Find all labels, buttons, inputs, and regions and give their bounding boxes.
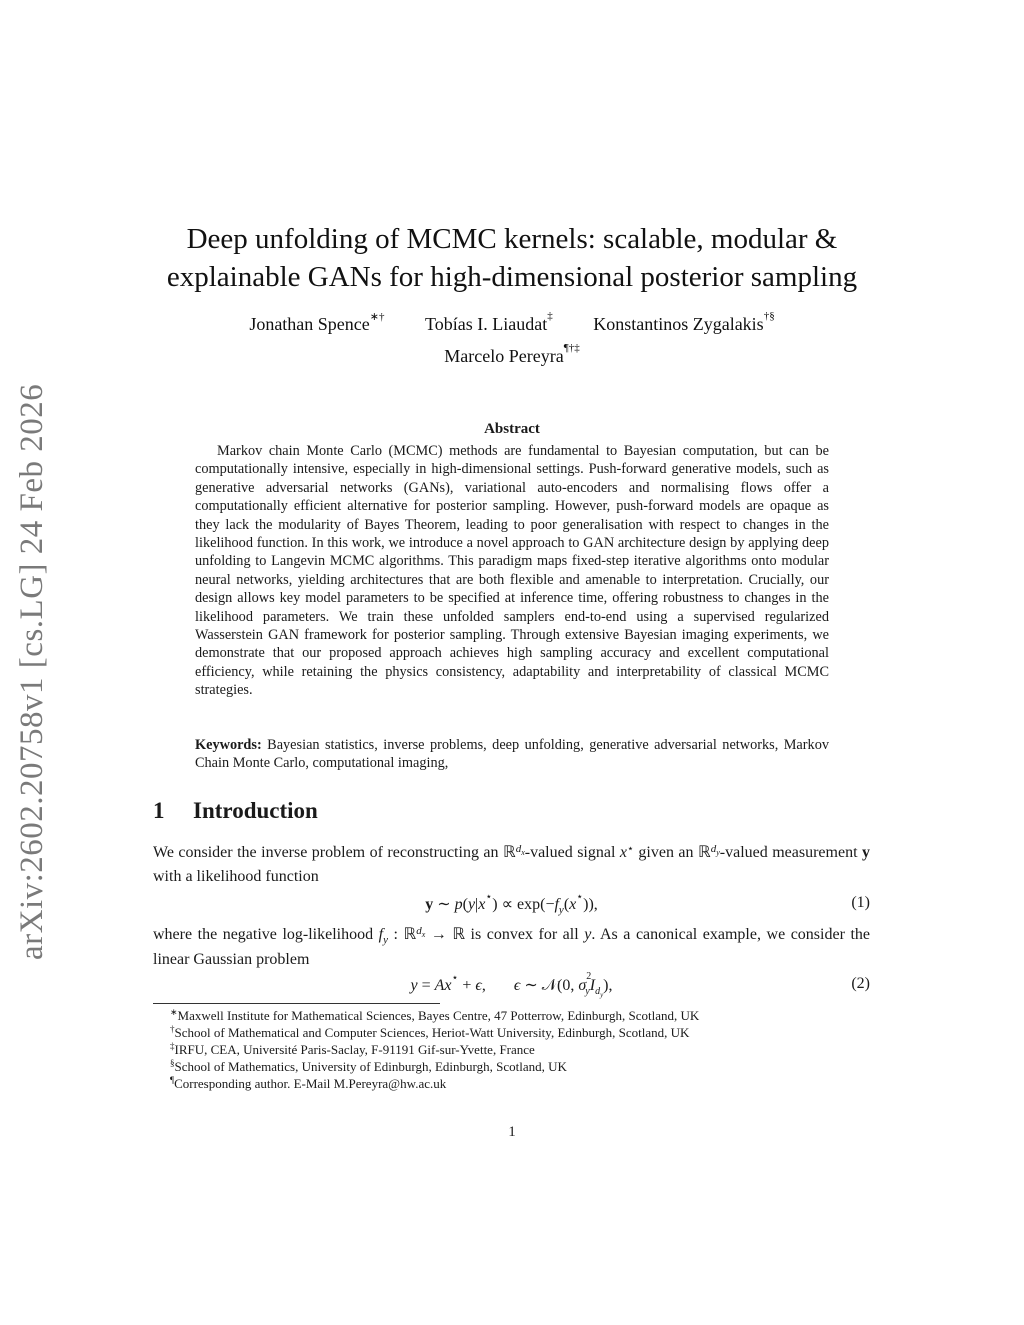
footnote: ¶Corresponding author. E-Mail M.Pereyra@hw.ac.uk: [170, 1075, 447, 1091]
equation-2: [153, 971, 870, 1000]
footnote: §School of Mathematics, University of Edinburgh, Edinburgh, Scotland, UK: [170, 1058, 567, 1074]
abstract-heading: Abstract: [484, 421, 540, 437]
section-heading: [153, 798, 318, 824]
author-row-1: [150, 310, 874, 335]
paper-title: [150, 220, 874, 296]
title-line-2: explainable GANs for high-dimensional posterior sampling: [166, 261, 858, 293]
author-row-2: [150, 342, 874, 367]
page-number: 1: [508, 1124, 516, 1140]
section-number: 1: [153, 798, 165, 823]
footnote: ∗Maxwell Institute for Mathematical Sciences, Bayes Centre, 47 Potterrow, Edinburgh, Scotland, UK: [170, 1007, 700, 1023]
author: Tobías I. Liaudat‡: [425, 310, 553, 334]
equation-1-body: y ∼ $p(y|x^⋆) \propto \exp(-f_y(x^⋆))$,: [425, 891, 598, 917]
intro-paragraph-2: where the negative log-likelihood $f_y$ : ℝ$^{d_x}$ → ℝ is convex for all y. As a canonical example, we consider the linear Gaussian problem: [153, 925, 870, 969]
equation-1: [153, 891, 870, 917]
footnote: ‡IRFU, CEA, Université Paris-Saclay, F-91191 Gif-sur-Yvette, France: [170, 1041, 535, 1057]
author: Marcelo Pereyra¶†‡: [444, 342, 580, 366]
section-title: Introduction: [193, 798, 318, 823]
arxiv-id: arXiv:2602.20758v1 [cs.LG] 24 Feb 2026: [14, 383, 50, 960]
equation-2-body: y = Ax⋆ + ϵ, ϵ ∼ 𝒩(0, $\sigma^2_yI_{d_y}$),: [410, 971, 613, 1000]
keywords-text: Bayesian statistics, inverse problems, deep unfolding, generative adversarial networks, Markov Chain Monte Carlo, computational imaging,: [195, 737, 829, 772]
intro-paragraph-1: We consider the inverse problem of reconstructing an ℝ$^{d_x}$-valued signal x⋆ given an ℝ$^{d_y}$-valued measurement y with a likelihood function: [153, 843, 871, 886]
author: Jonathan Spence∗†: [249, 311, 385, 334]
footnotes: [170, 1007, 870, 1092]
equation-2-number: (2): [851, 975, 870, 992]
equation-1-number: (1): [851, 894, 870, 911]
keywords: [195, 736, 829, 773]
keywords-label: Keywords:: [195, 737, 262, 753]
abstract-text: Markov chain Monte Carlo (MCMC) methods are fundamental to Bayesian computation, but can be computationally intensive, especially in high-dimensional settings. Push-forward generative models, such as generative adversarial networks (GANs), variational auto-encoders and normalising flows offer a computationally efficient alternative for posterior sampling. However, push-forward models are opaque as they lack the modularity of Bayes Theorem, leading to poor generalisation with respect to changes in the likelihood function. In this work, we introduce a novel approach to GAN architecture design by applying deep unfolding to Langevin MCMC algorithms. This paradigm maps fixed-step iterative algorithms onto modular neural networks, yielding architectures that are both flexible and amenable to interpretation. Crucially, our design allows key model parameters to be specified at inference time, offering robustness to changes in the likelihood parameters. We train these unfolded samplers end-to-end using a supervised regularized Wasserstein GAN framework for posterior sampling. Through extensive Bayesian imaging experiments, we demonstrate that our proposed approach achieves high sampling accuracy and excellent computational efficiency, while retaining the physics consistency, adaptability and interpretability of classical MCMC strategies.: [195, 443, 829, 699]
author: Konstantinos Zygalakis†§: [593, 310, 775, 334]
footnote: †School of Mathematical and Computer Sciences, Heriot-Watt University, Edinburgh, Scotland, UK: [170, 1024, 690, 1040]
footnote-rule: [153, 1003, 440, 1004]
title-line-1: Deep unfolding of MCMC kernels: scalable, modular &: [186, 223, 838, 255]
